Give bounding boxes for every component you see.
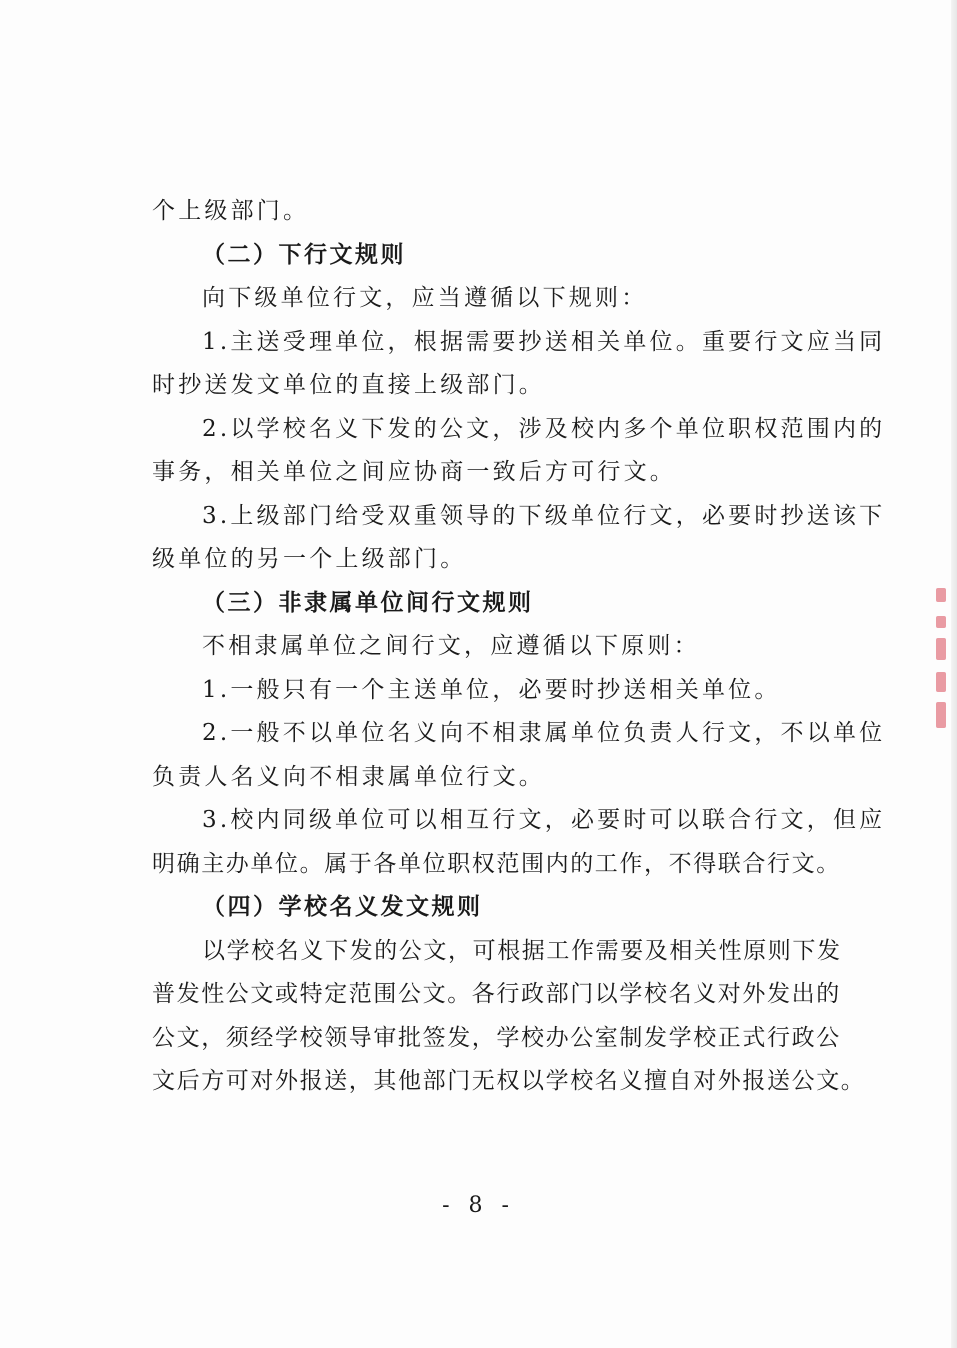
- section-heading-2: （二）下行文规则: [202, 241, 406, 268]
- stamp-fragment-mark: [936, 702, 946, 728]
- paragraph-line: 3.校内同级单位可以相互行文，必要时可以联合行文，但应: [202, 807, 886, 833]
- paragraph-line: 2.一般不以单位名义向不相隶属单位负责人行文，不以单位: [202, 720, 886, 746]
- seal-stamp-fragment: [936, 588, 950, 738]
- paragraph-line: 文后方可对外报送，其他部门无权以学校名义擅自对外报送公文。: [152, 1068, 866, 1094]
- section-heading-3: （三）非隶属单位间行文规则: [202, 589, 534, 616]
- page-edge-shadow: [951, 0, 957, 1348]
- paragraph-line: 1.主送受理单位，根据需要抄送相关单位。重要行文应当同: [202, 328, 886, 355]
- paragraph-line: 向下级单位行文，应当遵循以下规则：: [202, 285, 648, 311]
- paragraph-line: 普发性公文或特定范围公文。各行政部门以学校名义对外发出的: [152, 981, 841, 1007]
- paragraph-line: 时抄送发文单位的直接上级部门。: [152, 372, 545, 398]
- document-body: [152, 190, 886, 1104]
- page-number: - 8 -: [442, 1193, 515, 1218]
- paragraph-line: 明确主办单位。属于各单位职权范围内的工作，不得联合行文。: [152, 850, 841, 877]
- stamp-fragment-mark: [936, 616, 946, 628]
- section-heading-4: （四）学校名义发文规则: [202, 894, 483, 920]
- paragraph-line: 负责人名义向不相隶属单位行文。: [152, 763, 545, 790]
- paragraph-line: 不相隶属单位之间行文，应遵循以下原则：: [202, 633, 700, 659]
- paragraph-line: 事务，相关单位之间应协商一致后方可行文。: [152, 459, 676, 485]
- paragraph-line: 2.以学校名义下发的公文，涉及校内多个单位职权范围内的: [202, 415, 886, 442]
- paragraph-line: 级单位的另一个上级部门。: [152, 546, 467, 572]
- paragraph-line: 公文，须经学校领导审批签发，学校办公室制发学校正式行政公: [152, 1024, 841, 1051]
- stamp-fragment-mark: [936, 672, 946, 692]
- stamp-fragment-mark: [936, 588, 946, 602]
- paragraph-line: 以学校名义下发的公文，可根据工作需要及相关性原则下发: [202, 937, 842, 964]
- paragraph-line: 个上级部门。: [152, 198, 310, 224]
- stamp-fragment-mark: [936, 638, 946, 660]
- paragraph-line: 3.上级部门给受双重领导的下级单位行文，必要时抄送该下: [202, 502, 886, 529]
- paragraph-line: 1.一般只有一个主送单位，必要时抄送相关单位。: [202, 676, 781, 703]
